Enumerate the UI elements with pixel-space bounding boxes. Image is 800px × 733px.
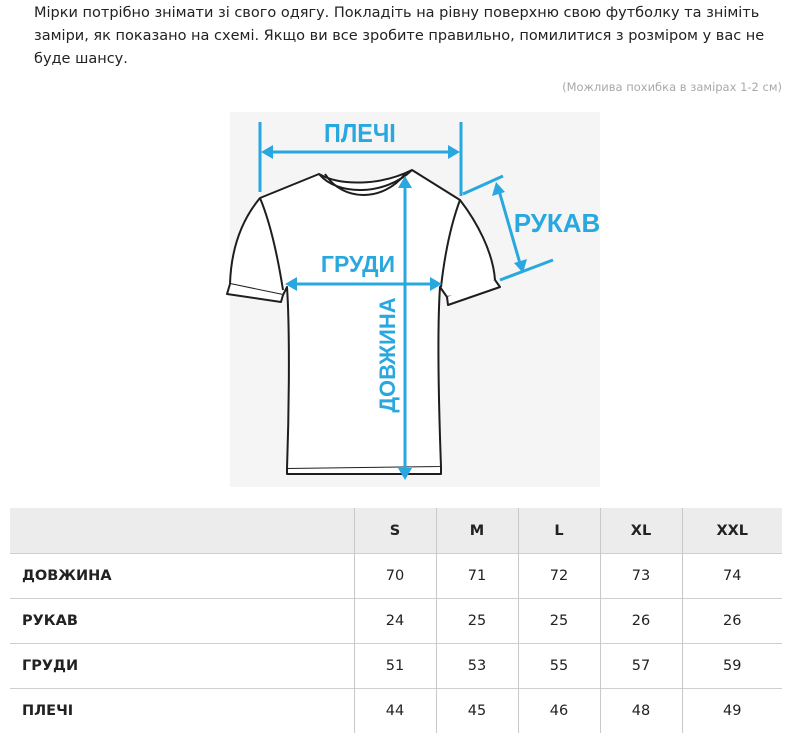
table-cell: 71 xyxy=(436,554,518,599)
row-label: ДОВЖИНА xyxy=(10,554,354,599)
table-row xyxy=(10,689,782,733)
size-table-header xyxy=(10,508,782,554)
table-cell: 74 xyxy=(682,554,782,599)
table-cell: 26 xyxy=(600,599,682,644)
table-cell: 24 xyxy=(354,599,436,644)
table-cell: 59 xyxy=(682,644,782,689)
sleeve-label: РУКАВ xyxy=(514,208,601,238)
size-table xyxy=(10,508,782,733)
header-cell-l: L xyxy=(518,508,600,554)
table-row xyxy=(10,599,782,644)
table-cell: 57 xyxy=(600,644,682,689)
header-cell-xl: XL xyxy=(600,508,682,554)
shoulders-label: ПЛЕЧІ xyxy=(324,120,396,148)
table-cell: 45 xyxy=(436,689,518,733)
table-cell: 49 xyxy=(682,689,782,733)
table-cell: 72 xyxy=(518,554,600,599)
table-cell: 53 xyxy=(436,644,518,689)
row-label: ГРУДИ xyxy=(10,644,354,689)
table-cell: 55 xyxy=(518,644,600,689)
table-cell: 25 xyxy=(518,599,600,644)
intro-text: Мірки потрібно знімати зі свого одягу. Покладіть на рівну поверхню свою футболку та зніміть заміри, як показано на схемі. Якщо ви все зробите правильно, помилитися з розміром у вас не буде шансу. xyxy=(34,2,774,71)
header-cell-s: S xyxy=(354,508,436,554)
header-cell-m: M xyxy=(436,508,518,554)
table-cell: 26 xyxy=(682,599,782,644)
table-row xyxy=(10,554,782,599)
header-cell-empty xyxy=(10,508,354,554)
chest-label: ГРУДИ xyxy=(321,251,395,277)
tshirt-measurement-diagram xyxy=(215,112,615,492)
table-cell: 25 xyxy=(436,599,518,644)
measurement-error-note: (Можлива похибка в замірах 1-2 см) xyxy=(562,80,782,94)
length-label: ДОВЖИНА xyxy=(375,297,400,412)
table-cell: 44 xyxy=(354,689,436,733)
row-label: ПЛЕЧІ xyxy=(10,689,354,733)
table-cell: 73 xyxy=(600,554,682,599)
row-label: РУКАВ xyxy=(10,599,354,644)
table-row xyxy=(10,644,782,689)
table-cell: 46 xyxy=(518,689,600,733)
table-cell: 70 xyxy=(354,554,436,599)
table-cell: 51 xyxy=(354,644,436,689)
table-cell: 48 xyxy=(600,689,682,733)
header-cell-xxl: XXL xyxy=(682,508,782,554)
